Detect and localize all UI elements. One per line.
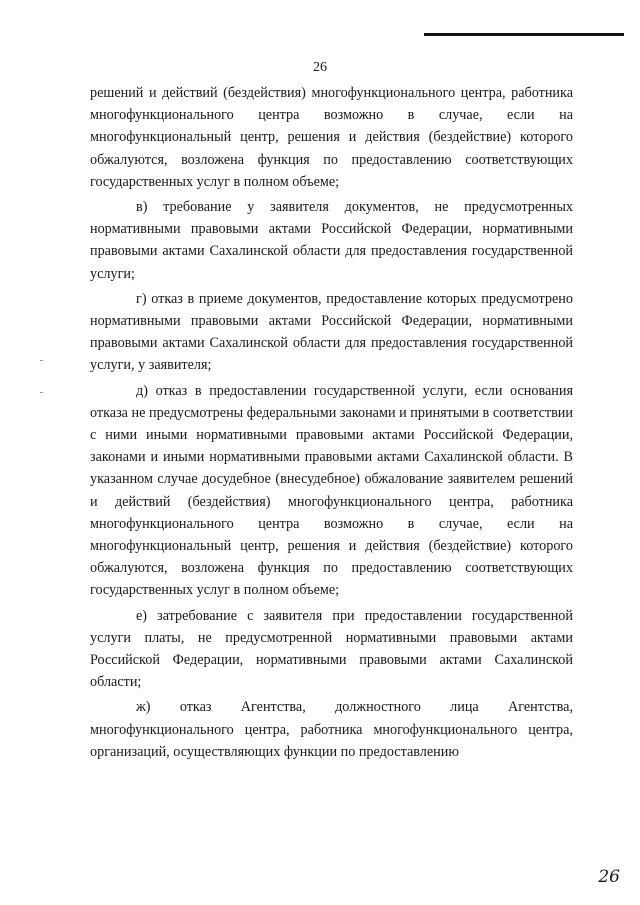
paragraph-item-g: г) отказ в приеме документов, предоставление которых предусмотрено нормативными правовыми актами Российской Федерации, нормативными правовыми актами Сахалинской области для предоставления государственной услуги, у заявителя; xyxy=(90,290,573,374)
scan-margin-mark xyxy=(40,392,43,393)
paragraph-continuation: решений и действий (бездействия) многофункционального центра, работника многофункционального центра возможно в случае, если на многофункциональный центр, решения и действия (бездействие) которого обжалуются, возложена функция по предоставлению соответствующих государственных услуг в полном объеме; xyxy=(90,85,573,190)
header-rule xyxy=(424,33,624,36)
paragraph-item-d: д) отказ в предоставлении государственной услуги, если основания отказа не предусмотрены федеральными законами и принятыми в соответствии с ними иными нормативными правовыми актами Российской Федерации, законами и иными нормативными правовыми актами Сахалинской области. В указанном случае досудебное (внесудебное) обжалование заявителем решений и действий (бездействия) многофункционального центра, работника многофункционального центра возможно в случае, если на многофункциональный центр, решения и действия (бездействие) которого обжалуются, возложена функция по предоставлению соответствующих государственных услуг в полном объеме; xyxy=(90,382,573,599)
document-body xyxy=(90,82,573,763)
paragraph-item-v: в) требование у заявителя документов, не предусмотренных нормативными правовыми актами Российской Федерации, нормативными правовыми актами Сахалинской области для предоставления государственной услуги; xyxy=(90,199,573,282)
paragraph-item-e: е) затребование с заявителя при предоставлении государственной услуги платы, не предусмотренной нормативными правовыми актами Российской Федерации, нормативными правовыми актами Сахалинской области; xyxy=(90,607,573,691)
scan-margin-mark xyxy=(40,360,43,361)
page-number: 26 xyxy=(313,60,327,75)
paragraph-item-zh: ж) отказ Агентства, должностного лица Агентства, многофункционального центра, работника многофункционального центра, организаций, осуществляющих функции по предоставлению xyxy=(90,699,573,760)
handwritten-page-number: 26 xyxy=(598,867,620,887)
